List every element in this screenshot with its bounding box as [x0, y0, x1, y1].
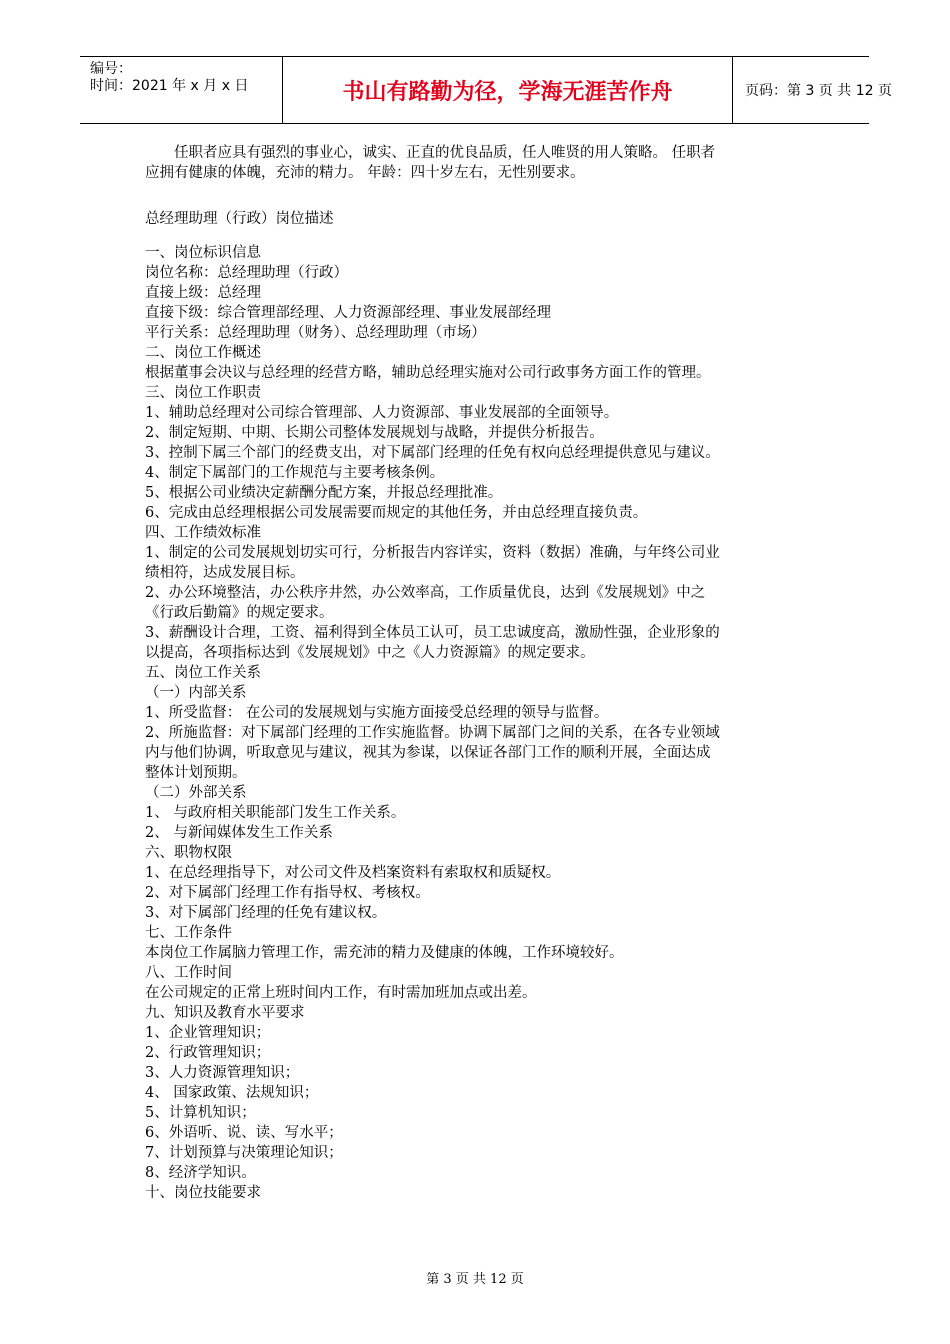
content-line: 2、制定短期、中期、长期公司整体发展规划与战略，并提供分析报告。: [145, 425, 604, 441]
content-line: 2、 与新闻媒体发生工作关系: [145, 825, 333, 841]
content-line: 7、计划预算与决策理论知识；: [145, 1145, 343, 1161]
content-line: 2、对下属部门经理工作有指导权、考核权。: [145, 885, 430, 901]
content-line: 绩相符，达成发展目标。: [145, 565, 305, 581]
content-line: 本岗位工作属脑力管理工作，需充沛的精力及健康的体魄，工作环境较好。: [145, 945, 624, 961]
content-line: 2、行政管理知识；: [145, 1045, 271, 1061]
content-line: 一、岗位标识信息: [145, 245, 261, 261]
content-line: 1、企业管理知识；: [145, 1025, 271, 1041]
content-line: 八、工作时间: [145, 965, 232, 981]
content-line: 4、 国家政策、法规知识；: [145, 1085, 319, 1101]
content-line: 6、完成由总经理根据公司发展需要而规定的其他任务，并由总经理直接负责。: [145, 505, 648, 521]
content-line: 3、控制下属三个部门的经费支出，对下属部门经理的任免有权向总经理提供意见与建议。: [145, 445, 720, 461]
content-line: 七、工作条件: [145, 925, 232, 941]
content-line: 4、制定下属部门的工作规范与主要考核条例。: [145, 465, 445, 481]
content-line: 5、计算机知识；: [145, 1105, 256, 1121]
content-line: 在公司规定的正常上班时间内工作，有时需加班加点或出差。: [145, 985, 537, 1001]
content-line: 3、人力资源管理知识；: [145, 1065, 300, 1081]
content-line: 五、岗位工作关系: [145, 665, 261, 681]
document-number-label: 编号：: [90, 61, 132, 77]
content-line: 根据董事会决议与总经理的经营方略，辅助总经理实施对公司行政事务方面工作的管理。: [145, 365, 711, 381]
content-line: 平行关系：总经理助理（财务）、总经理助理（市场）: [145, 325, 486, 341]
document-body: [145, 143, 810, 1203]
document-date: 时间：2021 年 x 月 x 日: [90, 78, 249, 94]
content-line: 直接下级：综合管理部经理、人力资源部经理、事业发展部经理: [145, 305, 551, 321]
intro-line: 应拥有健康的体魄，充沛的精力。 年龄：四十岁左右，无性别要求。: [145, 165, 585, 181]
content-line: 1、在总经理指导下，对公司文件及档案资料有索取权和质疑权。: [145, 865, 561, 881]
content-line: 《行政后勤篇》的规定要求。: [145, 605, 334, 621]
content-line: 整体计划预期。: [145, 765, 247, 781]
content-lines: [145, 243, 810, 1203]
content-line: 四、工作绩效标准: [145, 525, 261, 541]
content-line: 2、所施监督：对下属部门经理的工作实施监督。协调下属部门之间的关系，在各专业领域: [145, 725, 720, 741]
content-line: 九、知识及教育水平要求: [145, 1005, 305, 1021]
content-line: 1、制定的公司发展规划切实可行，分析报告内容详实，资料（数据）准确，与年终公司业: [145, 545, 720, 561]
content-line: 内与他们协调，听取意见与建议，视其为参谋，以保证各部门工作的顺利开展，全面达成: [145, 745, 711, 761]
header-motto: 书山有路勤为径，学海无涯苦作舟: [283, 57, 733, 123]
content-line: （二）外部关系: [145, 785, 247, 801]
content-line: 十、岗位技能要求: [145, 1185, 261, 1201]
content-line: 8、经济学知识。: [145, 1165, 256, 1181]
header-page-info: 页码：第 3 页 共 12 页: [745, 83, 892, 99]
content-line: 直接上级：总经理: [145, 285, 261, 301]
content-line: 1、辅助总经理对公司综合管理部、人力资源部、事业发展部的全面领导。: [145, 405, 619, 421]
content-line: 3、薪酬设计合理，工资、福利得到全体员工认可，员工忠诚度高，激励性强，企业形象的: [145, 625, 720, 641]
content-line: 3、对下属部门经理的任免有建议权。: [145, 905, 387, 921]
section-title: 总经理助理（行政）岗位描述: [145, 211, 334, 227]
content-line: 1、 与政府相关职能部门发生工作关系。: [145, 805, 406, 821]
header-meta: [80, 57, 283, 123]
intro-line: 任职者应具有强烈的事业心，诚实、正直的优良品质，任人唯贤的用人策略。 任职者: [174, 145, 716, 161]
content-line: 以提高，各项指标达到《发展规划》中之《人力资源篇》的规定要求。: [145, 645, 595, 661]
content-line: 二、岗位工作概述: [145, 345, 261, 361]
content-line: 2、办公环境整洁，办公秩序井然，办公效率高，工作质量优良，达到《发展规划》中之: [145, 585, 706, 601]
content-line: 六、职物权限: [145, 845, 232, 861]
content-line: （一）内部关系: [145, 685, 247, 701]
content-line: 三、岗位工作职责: [145, 385, 261, 401]
content-line: 岗位名称：总经理助理（行政）: [145, 265, 348, 281]
content-line: 6、外语听、说、读、写水平；: [145, 1125, 343, 1141]
content-line: 1、所受监督： 在公司的发展规划与实施方面接受总经理的领导与监督。: [145, 705, 609, 721]
page-footer: 第 3 页 共 12 页: [426, 1272, 524, 1287]
content-line: 5、根据公司业绩决定薪酬分配方案，并报总经理批准。: [145, 485, 503, 501]
page-header: [80, 56, 892, 124]
